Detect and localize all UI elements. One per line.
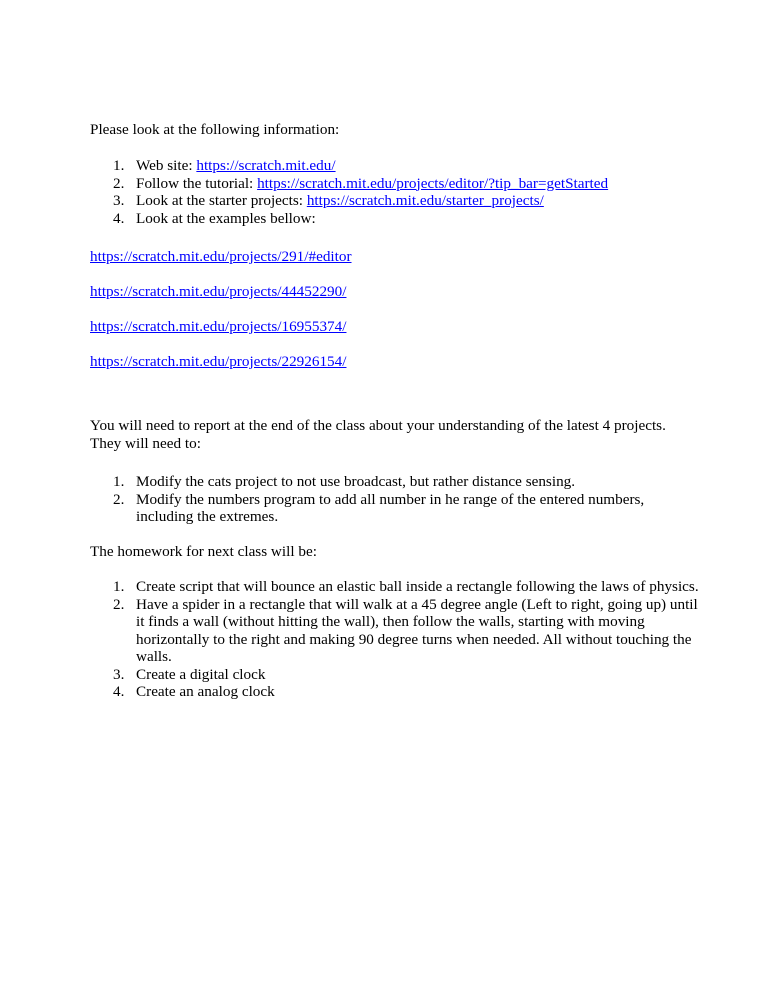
list-number: 1. <box>113 578 125 595</box>
list-number: 2. <box>113 174 125 192</box>
intro-text: Please look at the following information: <box>90 121 340 138</box>
list-text: Modify the numbers program to add all number in he range of the entered numbers, including the extremes. <box>136 490 645 525</box>
starter-projects-link[interactable]: https://scratch.mit.edu/starter_projects/ <box>306 192 544 209</box>
homework-heading: The homework for next class will be: <box>90 543 317 560</box>
info-list <box>90 157 700 227</box>
list-number: 1. <box>113 157 125 174</box>
list-text: Create an analog clock <box>136 683 275 700</box>
list-item <box>90 683 700 701</box>
report-paragraph: You will need to report at the end of the class about your understanding of the latest 4 projects. They will need to: <box>90 417 666 452</box>
list-item <box>90 210 700 228</box>
list-number: 2. <box>113 490 125 508</box>
list-item <box>90 192 700 210</box>
example-link-4[interactable]: https://scratch.mit.edu/projects/22926154/ <box>90 353 347 370</box>
list-item <box>90 175 700 193</box>
scratch-site-link[interactable]: https://scratch.mit.edu/ <box>196 157 336 174</box>
list-item <box>90 491 700 526</box>
list-item <box>90 578 700 596</box>
list-number: 2. <box>113 595 125 613</box>
list-text: Look at the starter projects: <box>136 192 307 209</box>
list-text: Create a digital clock <box>136 665 266 683</box>
report-list <box>90 473 700 526</box>
homework-list <box>90 578 700 701</box>
tutorial-link[interactable]: https://scratch.mit.edu/projects/editor/?tip_bar=getStarted <box>257 174 609 192</box>
example-link-1[interactable]: https://scratch.mit.edu/projects/291/#editor <box>90 248 352 265</box>
list-number: 4. <box>113 209 125 227</box>
list-item <box>90 157 700 175</box>
list-number: 3. <box>113 192 125 209</box>
list-item <box>90 596 700 666</box>
list-item <box>90 666 700 684</box>
list-number: 3. <box>113 665 125 683</box>
list-text: Create script that will bounce an elastic ball inside a rectangle following the laws of physics. <box>136 578 699 595</box>
list-text: Modify the cats project to not use broadcast, but rather distance sensing. <box>136 473 576 490</box>
example-link-2[interactable]: https://scratch.mit.edu/projects/44452290/ <box>90 283 347 300</box>
example-link-3[interactable]: https://scratch.mit.edu/projects/16955374/ <box>90 318 347 335</box>
list-text: Look at the examples bellow: <box>136 209 316 227</box>
list-number: 1. <box>113 473 125 490</box>
list-text: Have a spider in a rectangle that will walk at a 45 degree angle (Left to right, going up) until it finds a wall (without hitting the wall), then follow the walls, starting with moving horizontally to the right and making 90 degree turns when needed. All without touching the walls. <box>136 595 698 665</box>
list-number: 4. <box>113 683 125 700</box>
list-text: Follow the tutorial: <box>136 174 258 192</box>
list-text: Web site: <box>136 157 197 174</box>
list-item <box>90 473 700 491</box>
